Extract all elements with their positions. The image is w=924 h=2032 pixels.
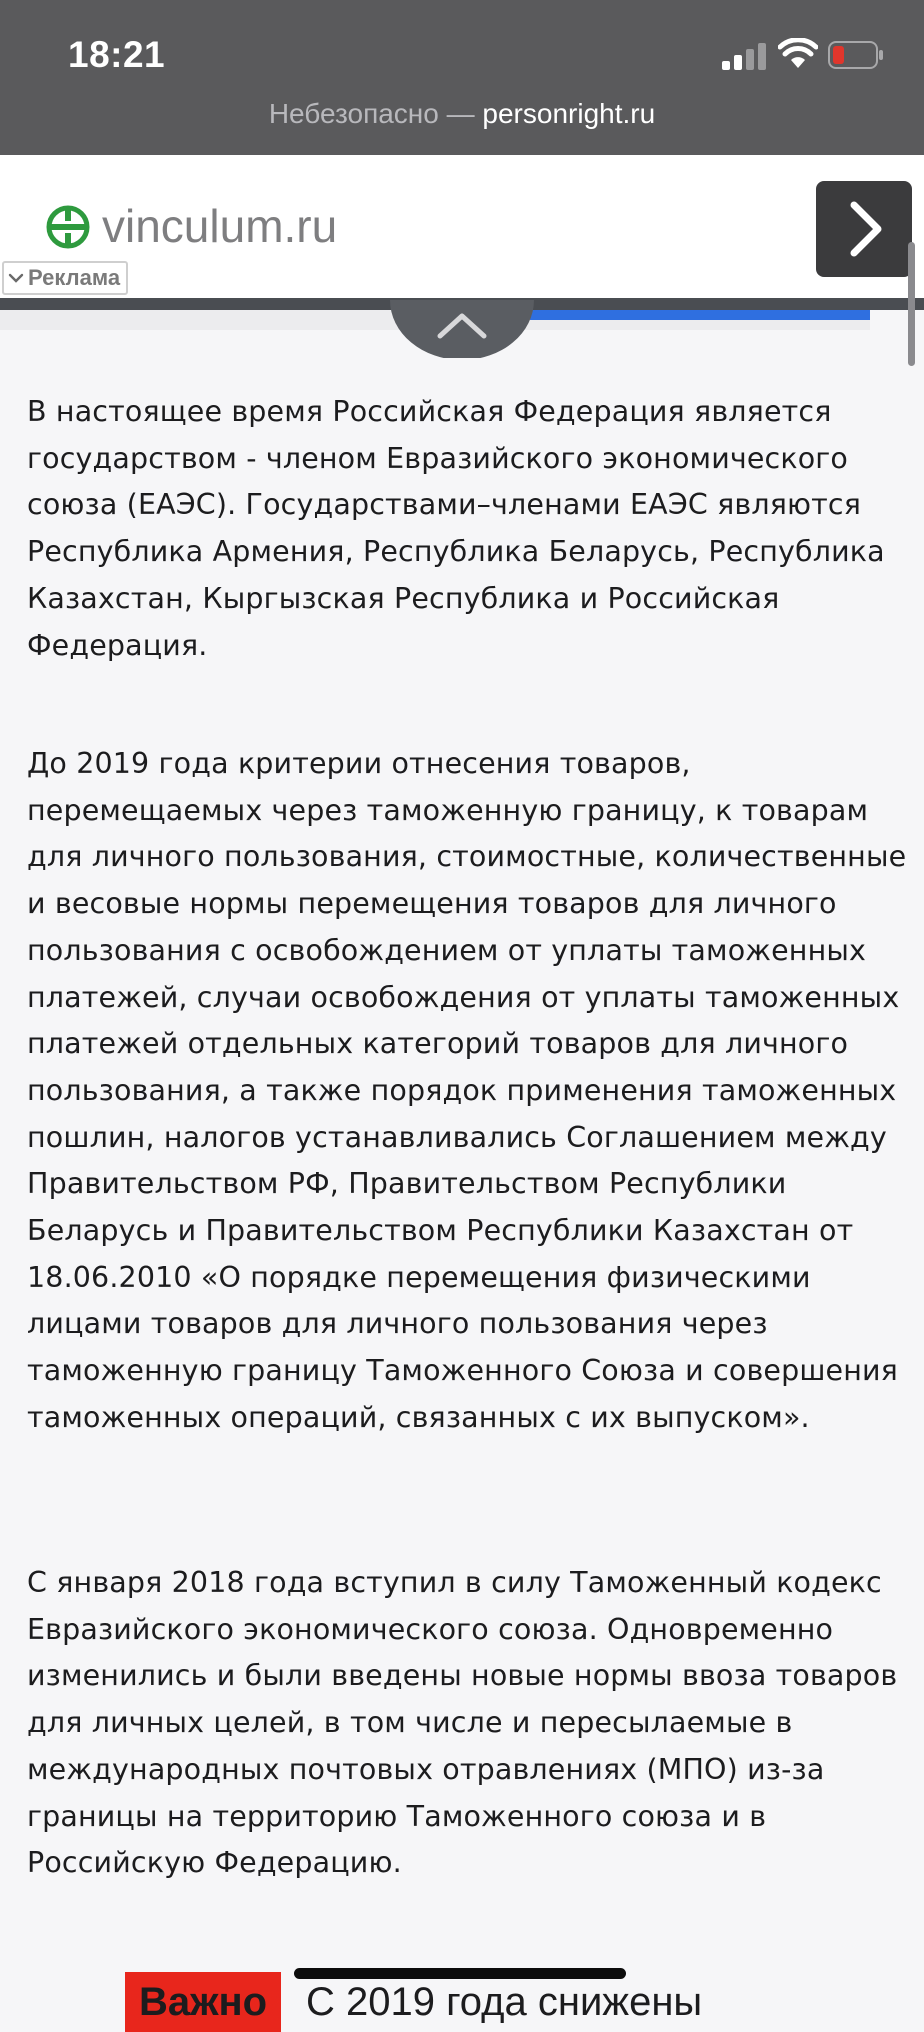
url-bar[interactable]: [0, 98, 924, 130]
battery-icon: [828, 41, 884, 69]
vinculum-logo-icon: [46, 205, 90, 249]
url-host: personright.ru: [482, 98, 656, 129]
important-badge: Важно: [125, 1972, 281, 2032]
ad-collapse-button[interactable]: [390, 258, 534, 358]
ad-domain[interactable]: vinculum.ru: [102, 200, 338, 252]
chevron-down-icon: [8, 272, 24, 284]
important-text: С 2019 года снижены: [306, 1980, 703, 2024]
cellular-signal-icon: [722, 42, 766, 70]
article-paragraph-2: До 2019 года критерии отнесения товаров, перемещаемых через таможенную границу, к товарам для личного пользования, стоимостные, количественные и весовые нормы перемещения товаров для личного пользования с освобождением от уплаты таможенных платежей, случаи освобождения от уплаты таможенных платежей отдельных категорий товаров для личного пользования, а также порядок применения таможенных пошлин, налогов устанавливались Соглашением между Правительством РФ, Правительством Республики Беларусь и Правительством Республики Казахстан от 18.06.2010 «О порядке перемещения физическими лицами товаров для личного пользования через таможенную границу Таможенного Союза и совершения таможенных операций, связанных с их выпуском».: [27, 747, 907, 1434]
chevron-right-icon: [816, 181, 912, 277]
browser-top-bar: [0, 0, 924, 155]
article-paragraph-1: В настоящее время Российская Федерация является государством - членом Евразийского экономического союза (ЕАЭС). Государствами–членами ЕАЭС являются Республика Армения, Республика Беларусь, Республика Казахстан, Кыргызская Республика и Российская Федерация.: [27, 395, 885, 662]
scroll-indicator[interactable]: [908, 242, 915, 366]
ad-label-badge[interactable]: [2, 261, 128, 295]
status-time: 18:21: [68, 34, 166, 75]
battery-level: [833, 46, 844, 64]
home-indicator[interactable]: [294, 1968, 626, 1979]
ad-next-button[interactable]: [816, 181, 912, 277]
article-paragraph-3: С января 2018 года вступил в силу Таможенный кодекс Евразийского экономического союза. Одновременно изменились и были введены новые нормы ввоза товаров для личных целей, в том числе и пересылаемые в международных почтовых отравлениях (МПО) из-за границы на территорию Таможенного союза и в Российскую Федерацию.: [27, 1566, 898, 1880]
insecure-label: Небезопасно —: [268, 98, 475, 129]
ad-label-text: Реклама: [28, 265, 121, 290]
ad-accent-bar: [530, 310, 870, 320]
wifi-icon: [778, 38, 818, 70]
